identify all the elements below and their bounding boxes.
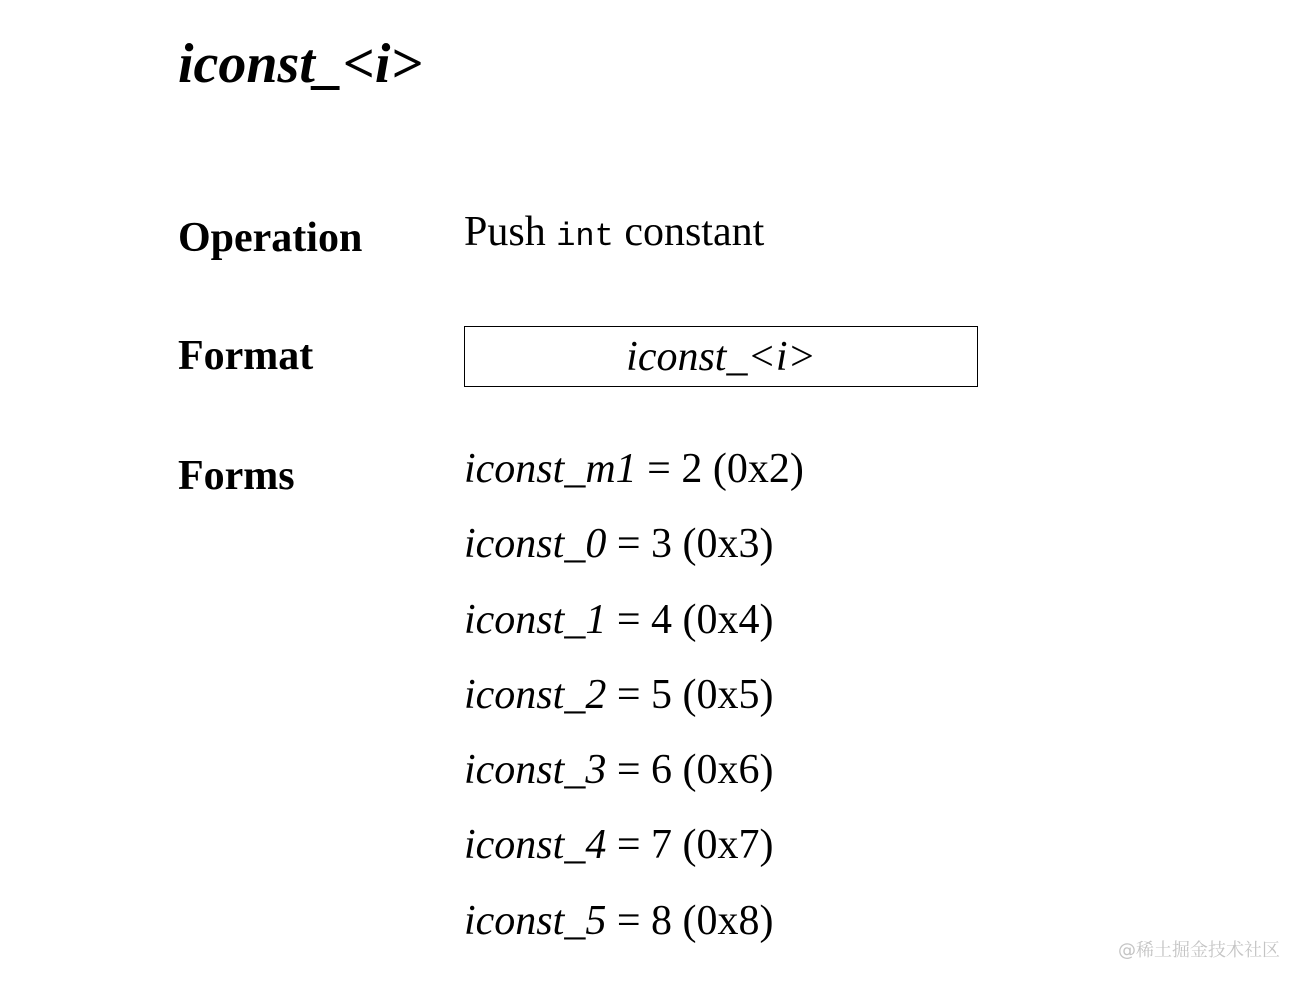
format-box-text: iconst_<i> bbox=[626, 333, 816, 380]
operation-text-before: Push bbox=[464, 209, 546, 255]
form-value: = 8 (0x8) bbox=[616, 897, 774, 944]
form-name: iconst_2 bbox=[464, 671, 607, 718]
form-name: iconst_0 bbox=[464, 521, 607, 568]
form-value: = 6 (0x6) bbox=[616, 747, 774, 794]
forms-list bbox=[464, 443, 804, 970]
page-title: iconst_<i> bbox=[178, 33, 423, 95]
form-name: iconst_m1 bbox=[464, 446, 637, 492]
form-value: = 5 (0x5) bbox=[616, 671, 774, 718]
form-name: iconst_4 bbox=[464, 822, 607, 869]
operation-code: int bbox=[556, 218, 614, 255]
form-name: iconst_1 bbox=[464, 596, 607, 643]
form-value: = 2 (0x2) bbox=[647, 446, 804, 492]
form-value: = 7 (0x7) bbox=[616, 822, 774, 869]
form-item bbox=[464, 669, 804, 744]
form-item bbox=[464, 594, 804, 669]
form-item bbox=[464, 819, 804, 894]
form-value: = 3 (0x3) bbox=[616, 521, 774, 568]
format-label: Format bbox=[178, 333, 314, 379]
form-value: = 4 (0x4) bbox=[616, 596, 774, 643]
form-name: iconst_5 bbox=[464, 897, 607, 944]
form-name: iconst_3 bbox=[464, 747, 607, 794]
form-item bbox=[464, 744, 804, 819]
form-item bbox=[464, 895, 804, 970]
format-box bbox=[464, 326, 978, 387]
forms-label: Forms bbox=[178, 453, 295, 499]
watermark: @稀土掘金技术社区 bbox=[1118, 940, 1280, 961]
operation-label: Operation bbox=[178, 215, 363, 261]
form-item bbox=[464, 518, 804, 593]
operation-text-after: constant bbox=[624, 209, 765, 255]
operation-description bbox=[464, 206, 764, 263]
form-item bbox=[464, 443, 804, 518]
